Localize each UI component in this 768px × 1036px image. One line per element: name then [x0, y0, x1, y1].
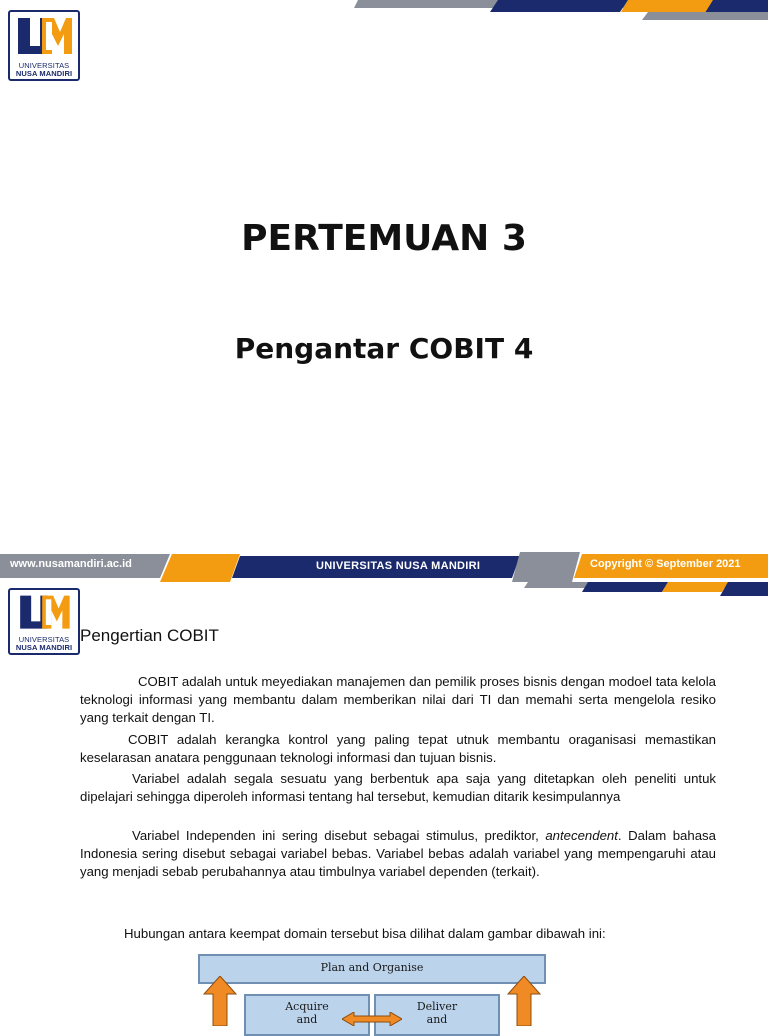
- plan-organise-box: Plan and Organise: [198, 954, 546, 984]
- deliver-label: Deliver: [416, 1000, 458, 1013]
- logo-line-1: UNIVERSITAS: [18, 61, 70, 70]
- um-logo-mark-icon: [12, 592, 76, 636]
- acquire-and-label: and: [296, 1013, 318, 1026]
- paragraph-4-text: Variabel Independen ini sering disebut sebagai stimulus, prediktor,: [132, 828, 546, 843]
- slide-title: PERTEMUAN 3: [241, 218, 527, 259]
- logo-line-2: NUSA MANDIRI: [15, 643, 73, 652]
- paragraph-4-rest: . Dalam bahasa Indonesia sering disebut sebagai variabel bebas. Variabel bebas adalah variabel yang mempengaruhi atau yang menjadi sebab perubahannya atau timbulnya variabel dependen (terkait).: [80, 828, 716, 879]
- paragraph-1: COBIT adalah untuk meyediakan manajemen dan pemilik proses bisnis dengan modoel tata kelola teknologi informasi yang membantu dalam memberikan nilai dari TI dan memahi serta mengelola resiko yang terkait dengan TI.: [80, 674, 716, 725]
- acquire-label: Acquire: [285, 1000, 329, 1013]
- paragraph-4-italic: antecendent: [545, 828, 618, 843]
- slide2-header-stripes: [468, 582, 768, 600]
- footer-university-name: UNIVERSITAS NUSA MANDIRI: [316, 560, 481, 572]
- footer-copyright: Copyright © September 2021: [590, 558, 741, 570]
- um-logo-mark-icon: [12, 14, 76, 62]
- slide-subtitle: Pengantar COBIT 4: [234, 332, 534, 365]
- paragraph-2: COBIT adalah kerangka kontrol yang paling tepat utnuk membantu oraganisasi memastikan keselarasan anatara penggunaan teknologi informasi dan tujuan bisnis.: [80, 732, 716, 765]
- logo-line-2: NUSA MANDIRI: [15, 69, 73, 78]
- paragraph-3: Variabel adalah segala sesuatu yang berbentuk apa saja yang ditetapkan oleh peneliti untuk dipelajari sehingga diperoleh informasi tentang hal tersebut, kemudian ditarik kesimpulannya: [80, 771, 716, 804]
- up-arrow-right-icon: [506, 976, 542, 1026]
- university-logo: [8, 10, 80, 81]
- header-stripes: [268, 0, 768, 24]
- up-arrow-left-icon: [202, 976, 238, 1026]
- paragraph-4: [80, 827, 716, 881]
- section-heading: Pengertian COBIT: [80, 626, 219, 645]
- footer-website-link[interactable]: www.nusamandiri.ac.id: [10, 558, 132, 570]
- cobit-domain-diagram: [196, 952, 548, 1024]
- logo-line-1: UNIVERSITAS: [18, 635, 70, 644]
- diagram-caption: Hubungan antara keempat domain tersebut bisa dilihat dalam gambar dibawah ini:: [124, 926, 606, 941]
- deliver-and-label: and: [426, 1013, 448, 1026]
- university-logo-slide2: [8, 588, 80, 655]
